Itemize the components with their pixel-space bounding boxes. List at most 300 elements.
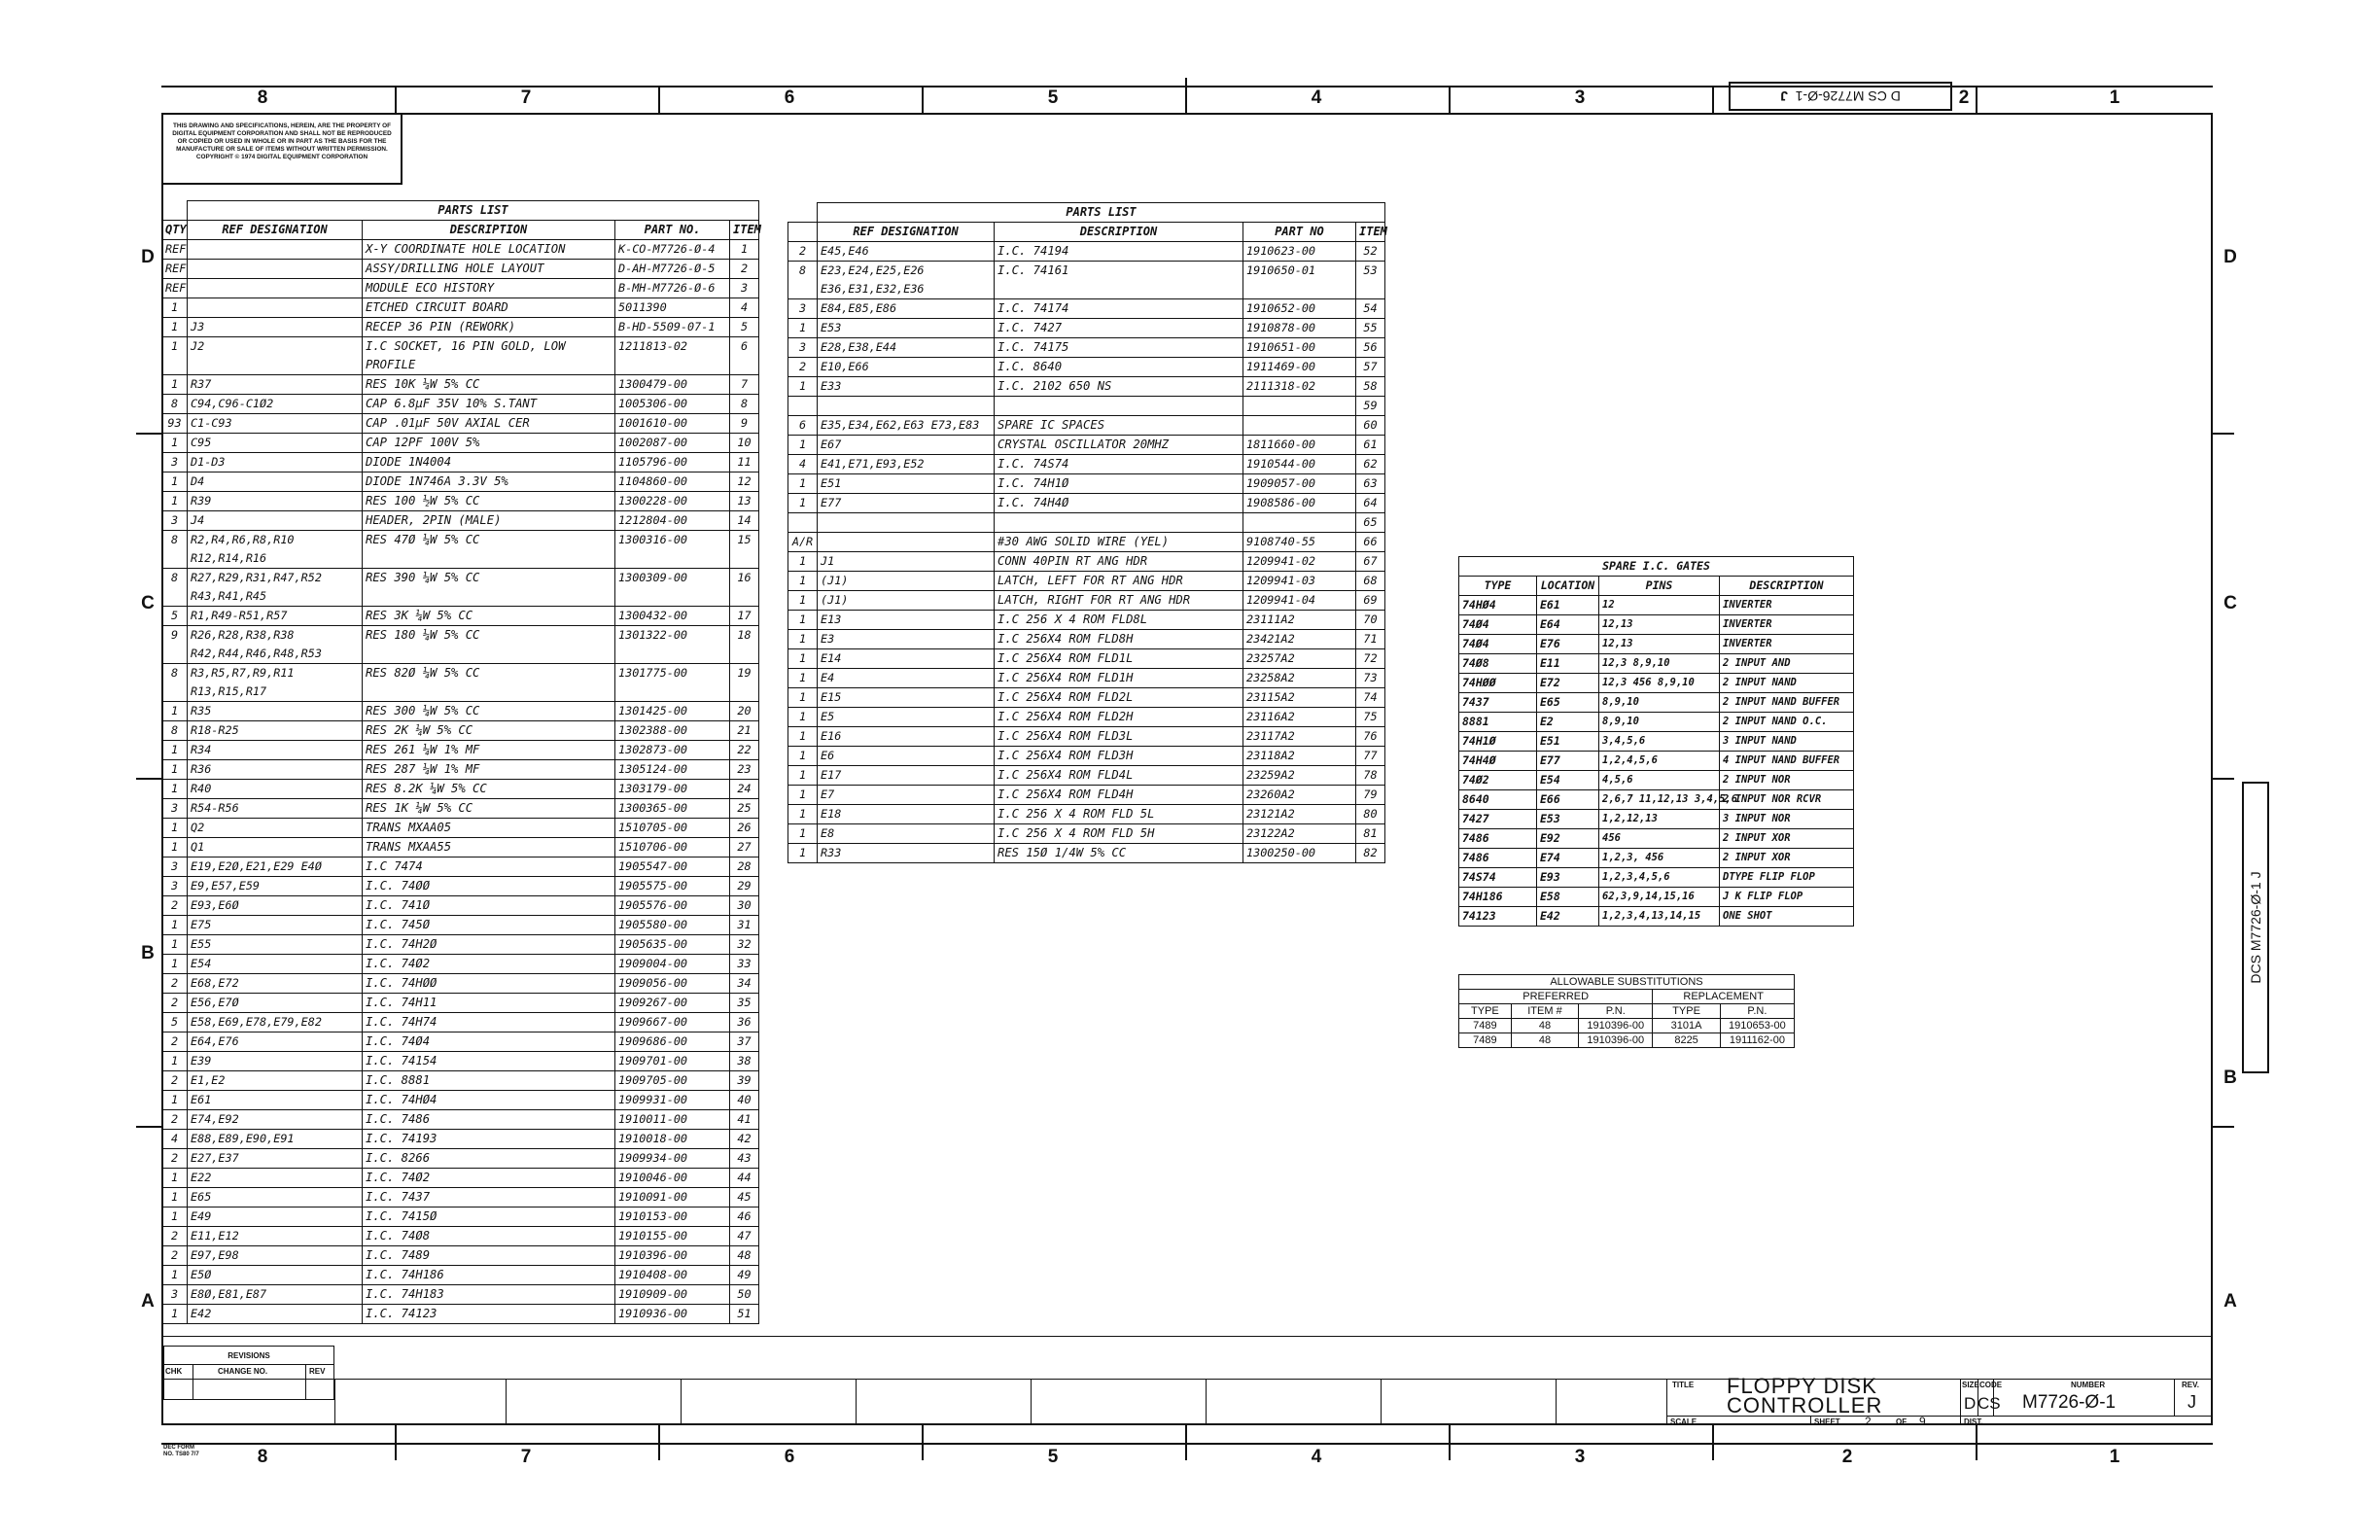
table-row [162,974,759,994]
table-row [788,747,1385,766]
pins-cell: 8,9,10 [1599,693,1720,713]
revisions-rev-header: REV [309,1367,326,1376]
part-number-cell: 1905635-00 [615,935,730,955]
item-cell: 55 [1356,319,1385,338]
description-cell: I.C. 74H4Ø [995,494,1243,513]
item-cell: 17 [730,607,759,626]
table-row [162,819,759,838]
description-cell: CAP 6.8μF 35V 10% S.TANT [363,395,615,414]
item-cell: 60 [1356,416,1385,436]
description-cell: CAP .01μF 50V AXIAL CER [363,414,615,434]
table-row [162,1071,759,1091]
item-cell: 23 [730,760,759,780]
qty-cell: 1 [162,1169,188,1188]
table-row [162,414,759,434]
item-cell: 28 [730,858,759,877]
column-header: LOCATION [1537,577,1599,596]
description-cell: I.C. 741Ø [363,896,615,916]
zone-tick [1449,1425,1451,1460]
item-cell: 57 [1356,358,1385,377]
item-cell: 36 [730,1013,759,1032]
ref-designation-cell: E10,E66 [818,358,995,377]
location-cell: E76 [1537,635,1599,654]
ref-designation-cell: E4 [818,669,995,688]
table-row [162,337,759,375]
table-row [162,511,759,531]
description-cell: RES 300 ¼W 5% CC [363,702,615,721]
revisions-title: REVISIONS [228,1351,270,1360]
table-row [788,377,1385,397]
qty-cell: 1 [788,688,818,708]
qty-cell: 3 [162,858,188,877]
item-cell: 62 [1356,455,1385,474]
item-cell: 52 [1356,242,1385,262]
description-cell: I.C. 7415Ø [363,1208,615,1227]
item-cell: 26 [730,819,759,838]
description-cell: RES 2K ¼W 5% CC [363,721,615,741]
table-row [162,955,759,974]
zone-number: 3 [1574,88,1586,108]
ref-designation-cell: E42 [188,1305,363,1324]
item-cell: 58 [1356,377,1385,397]
table-row [788,494,1385,513]
row-tick [2213,778,2234,780]
qty-cell: 1 [162,760,188,780]
item-cell: 22 [730,741,759,760]
description-cell: CONN 40PIN RT ANG HDR [995,552,1243,572]
qty-cell: 2 [162,1071,188,1091]
qty-cell: 8 [162,569,188,607]
table-row [788,533,1385,552]
qty-cell: 1 [788,766,818,786]
allowable-substitutions-table [1458,974,1795,1048]
item-cell: 75 [1356,708,1385,727]
ref-designation-cell: E93,E6Ø [188,896,363,916]
preferred-header: PREFERRED [1459,990,1653,1004]
qty-cell: 2 [162,1149,188,1169]
part-number-cell: 1910909-00 [615,1285,730,1305]
ref-designation-cell: E35,E34,E62,E63 E73,E83 [818,416,995,436]
table-row [788,299,1385,319]
description-cell: I.C. 74H11 [363,994,615,1013]
qty-cell: 1 [788,747,818,766]
table-row [788,786,1385,805]
table-row [162,1305,759,1324]
item-cell: 33 [730,955,759,974]
part-number-cell: 1300316-00 [615,531,730,569]
table-row [162,626,759,664]
ref-designation-cell [188,298,363,318]
table-row [1459,888,1854,907]
part-number-cell: 1910046-00 [615,1169,730,1188]
ref-designation-cell: E97,E98 [188,1246,363,1266]
table-row [162,799,759,819]
table-row [788,319,1385,338]
revisions-chk-header: CHK [165,1367,183,1376]
pins-cell: 1,2,12,13 [1599,810,1720,829]
table-row [162,569,759,607]
ref-designation-cell: J3 [188,318,363,337]
table-row [162,1169,759,1188]
location-cell: E72 [1537,674,1599,693]
row-letter: B [141,943,155,963]
item-cell: 78 [1356,766,1385,786]
item-cell: 40 [730,1091,759,1110]
ref-designation-cell: R54-R56 [188,799,363,819]
zone-tick [658,86,660,113]
part-number-cell: 1002087-00 [615,434,730,453]
item-cell: 18 [730,626,759,664]
part-number-cell: 1211813-02 [615,337,730,375]
ref-designation-cell: E7 [818,786,995,805]
parts-list-2-body [788,203,1385,863]
item-cell: 50 [730,1285,759,1305]
table-row [162,877,759,896]
description-cell: 3 INPUT NAND [1720,732,1854,752]
qty-cell [788,513,818,533]
description-cell: RES 180 ¼W 5% CC [363,626,615,664]
ref-designation-cell [818,533,995,552]
column-header: TYPE [1459,1004,1512,1019]
qty-cell: 1 [162,1091,188,1110]
pins-cell: 2,6,7 11,12,13 3,4,5,6 [1599,790,1720,810]
qty-cell: 1 [788,552,818,572]
description-cell: I.C 256 X 4 ROM FLD 5H [995,824,1243,844]
qty-cell: 9 [162,626,188,664]
description-cell: I.C 256X4 ROM FLD3L [995,727,1243,747]
qty-cell: 2 [162,974,188,994]
table-row [788,242,1385,262]
zone-tick [395,86,397,113]
description-cell: INVERTER [1720,596,1854,615]
zone-number: 1 [2109,1447,2120,1467]
type-cell: 8881 [1459,713,1537,732]
table-row [788,824,1385,844]
table-row [162,1110,759,1130]
ref-designation-cell: Q1 [188,838,363,858]
description-cell: 2 INPUT NAND O.C. [1720,713,1854,732]
qty-cell: 1 [788,649,818,669]
table-row [1459,1033,1795,1048]
table-row [162,1091,759,1110]
sheet-count: 9 [1919,1415,1926,1428]
description-cell: I.C. 74ØØ [363,877,615,896]
description-cell: I.C 256X4 ROM FLD2L [995,688,1243,708]
description-cell: TRANS MXAA55 [363,838,615,858]
ref-designation-cell: Q2 [188,819,363,838]
parts-list-1-body [162,201,759,1324]
qty-cell: 1 [788,708,818,727]
drawing-number-stamp: D CS M7726-Ø-1 J [1729,82,1952,111]
type-cell: 74HØ4 [1459,596,1537,615]
type-cell: 74H1Ø [1459,732,1537,752]
item-cell: 79 [1356,786,1385,805]
item-cell: 13 [730,492,759,511]
ref-designation-cell: E5 [818,708,995,727]
description-cell: RES 8.2K ¼W 5% CC [363,780,615,799]
qty-cell: 1 [162,916,188,935]
part-number-cell: 1909931-00 [615,1091,730,1110]
item-cell: 32 [730,935,759,955]
row-letter: C [141,593,155,613]
ref-designation-cell: J1 [818,552,995,572]
part-number-cell: 1209941-04 [1243,591,1356,611]
item-cell: 5 [730,318,759,337]
qty-cell: 1 [788,805,818,824]
table-row [788,262,1385,299]
item-cell: 24 [730,780,759,799]
item-cell: 73 [1356,669,1385,688]
qty-cell: 3 [788,338,818,358]
ref-designation-cell: E39 [188,1052,363,1071]
qty-cell: 1 [162,1208,188,1227]
ref-designation-cell: R40 [188,780,363,799]
qty-cell: 8 [162,721,188,741]
table-row [788,844,1385,863]
parts-list-table-1 [161,200,759,1324]
description-cell [995,513,1243,533]
part-number-cell: 23257A2 [1243,649,1356,669]
zone-number: 5 [1047,1447,1059,1467]
qty-cell: 1 [162,1188,188,1208]
ref-designation-cell: E88,E89,E90,E91 [188,1130,363,1149]
column-header: QTY [162,221,188,240]
table-row [1459,654,1854,674]
table-row [788,591,1385,611]
description-cell: I.C. 7437 [363,1188,615,1208]
substitution-cell: 48 [1511,1033,1578,1048]
table-row [162,858,759,877]
item-cell: 47 [730,1227,759,1246]
ref-designation-cell: E54 [188,955,363,974]
pins-cell: 12,3 456 8,9,10 [1599,674,1720,693]
column-header: PART NO. [615,221,730,240]
ref-designation-cell: R37 [188,375,363,395]
row-tick [136,778,161,780]
table-row [788,552,1385,572]
qty-cell: 2 [162,1032,188,1052]
pins-cell: 456 [1599,829,1720,849]
ref-designation-cell [188,240,363,260]
item-cell: 59 [1356,397,1385,416]
location-cell: E65 [1537,693,1599,713]
qty-cell: 1 [162,702,188,721]
qty-cell: 93 [162,414,188,434]
item-cell: 35 [730,994,759,1013]
substitution-cell: 1910653-00 [1720,1019,1794,1033]
table-row [162,298,759,318]
zone-number: 7 [520,1447,532,1467]
qty-cell [788,397,818,416]
part-number-cell: 1910091-00 [615,1188,730,1208]
part-number-cell: 23121A2 [1243,805,1356,824]
description-cell: RES 100 ½W 5% CC [363,492,615,511]
description-cell: RES 15Ø 1/4W 5% CC [995,844,1243,863]
description-cell: I.C 256X4 ROM FLD2H [995,708,1243,727]
part-number-cell: 1909057-00 [1243,474,1356,494]
table-row [162,896,759,916]
ref-designation-cell: E8 [818,824,995,844]
table-row [162,453,759,472]
ref-designation-cell: R26,R28,R38,R38 R42,R44,R46,R48,R53 [188,626,363,664]
description-cell: TRANS MXAA05 [363,819,615,838]
qty-cell: 1 [162,375,188,395]
qty-cell: 1 [788,377,818,397]
qty-cell: 2 [162,1110,188,1130]
item-cell: 14 [730,511,759,531]
part-number-cell: 1001610-00 [615,414,730,434]
ref-designation-cell: E58,E69,E78,E79,E82 [188,1013,363,1032]
part-number-cell: 23117A2 [1243,727,1356,747]
table-row [788,727,1385,747]
description-cell: I.C. 7486 [363,1110,615,1130]
table-row [162,994,759,1013]
part-number-cell: 1909667-00 [615,1013,730,1032]
ref-designation-cell: E5Ø [188,1266,363,1285]
part-number-cell [1243,513,1356,533]
description-cell: I.C. 74Ø8 [363,1227,615,1246]
column-header: REF DESIGNATION [818,223,995,242]
qty-cell: 3 [162,1285,188,1305]
part-number-cell: 1909686-00 [615,1032,730,1052]
description-cell: ONE SHOT [1720,907,1854,927]
type-cell: 74Ø2 [1459,771,1537,790]
part-number-cell: B-HD-5509-07-1 [615,318,730,337]
item-cell: 74 [1356,688,1385,708]
qty-cell: 1 [162,434,188,453]
size-value: D [1964,1394,1977,1413]
item-cell: 77 [1356,747,1385,766]
ref-designation-cell: R39 [188,492,363,511]
ref-designation-cell: E1,E2 [188,1071,363,1091]
table-row [162,472,759,492]
zone-number: 1 [2109,88,2120,108]
description-cell: I.C 256 X 4 ROM FLD 5L [995,805,1243,824]
item-cell: 68 [1356,572,1385,591]
item-cell: 7 [730,375,759,395]
qty-cell: 1 [788,494,818,513]
ref-designation-cell: D1-D3 [188,453,363,472]
title-label: TITLE [1672,1381,1695,1389]
description-cell: I.C 256 X 4 ROM FLD8L [995,611,1243,630]
revisions-change-header: CHANGE NO. [218,1367,268,1376]
table-row [1459,829,1854,849]
type-cell: 7427 [1459,810,1537,829]
part-number-cell: 23118A2 [1243,747,1356,766]
zone-tick [658,1425,660,1460]
part-number-cell: 1910018-00 [615,1130,730,1149]
description-cell: RES 3K ¼W 5% CC [363,607,615,626]
item-cell: 82 [1356,844,1385,863]
qty-cell: 1 [162,819,188,838]
ref-designation-cell: C1-C93 [188,414,363,434]
ref-designation-cell: R18-R25 [188,721,363,741]
qty-cell: 1 [788,824,818,844]
ref-designation-cell: E22 [188,1169,363,1188]
table-row [162,1227,759,1246]
spare-ic-gates-table [1458,556,1854,927]
part-number-cell: 1911469-00 [1243,358,1356,377]
pins-cell: 8,9,10 [1599,713,1720,732]
description-cell: HEADER, 2PIN (MALE) [363,511,615,531]
description-cell: I.C. 74H2Ø [363,935,615,955]
table-row [1459,635,1854,654]
qty-cell: 2 [162,896,188,916]
description-cell: INVERTER [1720,635,1854,654]
substitution-cell: 1910396-00 [1579,1033,1653,1048]
zone-number: 2 [1841,1447,1853,1467]
description-cell: I.C. 74175 [995,338,1243,358]
zone-number: 8 [257,88,268,108]
item-cell: 34 [730,974,759,994]
part-number-cell [1243,397,1356,416]
description-cell: I.C. 74194 [995,242,1243,262]
table-row [162,492,759,511]
description-cell: CAP 12PF 100V 5% [363,434,615,453]
column-header: PINS [1599,577,1720,596]
substitution-cell: 7489 [1459,1019,1512,1033]
description-cell: I.C. 74H183 [363,1285,615,1305]
description-cell: I.C. 745Ø [363,916,615,935]
column-header: DESCRIPTION [363,221,615,240]
zone-number: 3 [1574,1447,1586,1467]
part-number-cell: 1909267-00 [615,994,730,1013]
description-cell: I.C. 74Ø2 [363,1169,615,1188]
part-number-cell: 1305124-00 [615,760,730,780]
part-number-cell: 1302388-00 [615,721,730,741]
ref-designation-cell [818,513,995,533]
zone-number: 4 [1311,88,1322,108]
qty-cell: 4 [788,455,818,474]
table-row [162,780,759,799]
ref-designation-cell [818,397,995,416]
ref-designation-cell: E17 [818,766,995,786]
part-number-cell: 1905575-00 [615,877,730,896]
type-cell: 7437 [1459,693,1537,713]
zone-number: 6 [784,1447,795,1467]
ref-designation-cell: R27,R29,R31,R47,R52 R43,R41,R45 [188,569,363,607]
description-cell: 2 INPUT NAND [1720,674,1854,693]
item-cell: 64 [1356,494,1385,513]
description-cell: 4 INPUT NAND BUFFER [1720,752,1854,771]
substitution-cell: 1910396-00 [1579,1019,1653,1033]
table-row [788,649,1385,669]
table-row [788,513,1385,533]
column-header: P.N. [1720,1004,1794,1019]
column-header: TYPE [1459,577,1537,596]
zone-tick [1712,86,1714,113]
description-cell: 2 INPUT XOR [1720,849,1854,868]
part-number-cell: 1905576-00 [615,896,730,916]
substitution-cell: 1911162-00 [1720,1033,1794,1048]
pins-cell: 3,4,5,6 [1599,732,1720,752]
location-cell: E11 [1537,654,1599,674]
description-cell: I.C. 74Ø4 [363,1032,615,1052]
description-cell: I.C 256X4 ROM FLD4H [995,786,1243,805]
row-letter: A [2223,1291,2237,1312]
part-number-cell: 1910878-00 [1243,319,1356,338]
ref-designation-cell: R35 [188,702,363,721]
item-cell: 39 [730,1071,759,1091]
part-number-cell: 1105796-00 [615,453,730,472]
description-cell: I.C. 74193 [363,1130,615,1149]
item-cell: 72 [1356,649,1385,669]
part-number-cell: 23259A2 [1243,766,1356,786]
part-number-cell: 1303179-00 [615,780,730,799]
ref-designation-cell: R36 [188,760,363,780]
sheet-label: SHEET [1814,1418,1840,1426]
copyright-notice: THIS DRAWING AND SPECIFICATIONS, HEREIN, ARE THE PROPERTY OF DIGITAL EQUIPMENT CORPORATION AND SHALL NOT BE REPRODUCED OR COPIED OR USED IN WHOLE OR IN PART AS THE BASIS FOR THE MANUFACTURE OR SALE OF ITEMS WITHOUT WRITTEN PERMISSION. COPYRIGHT © 1974 DIGITAL EQUIPMENT CORPORATION [163,115,402,185]
